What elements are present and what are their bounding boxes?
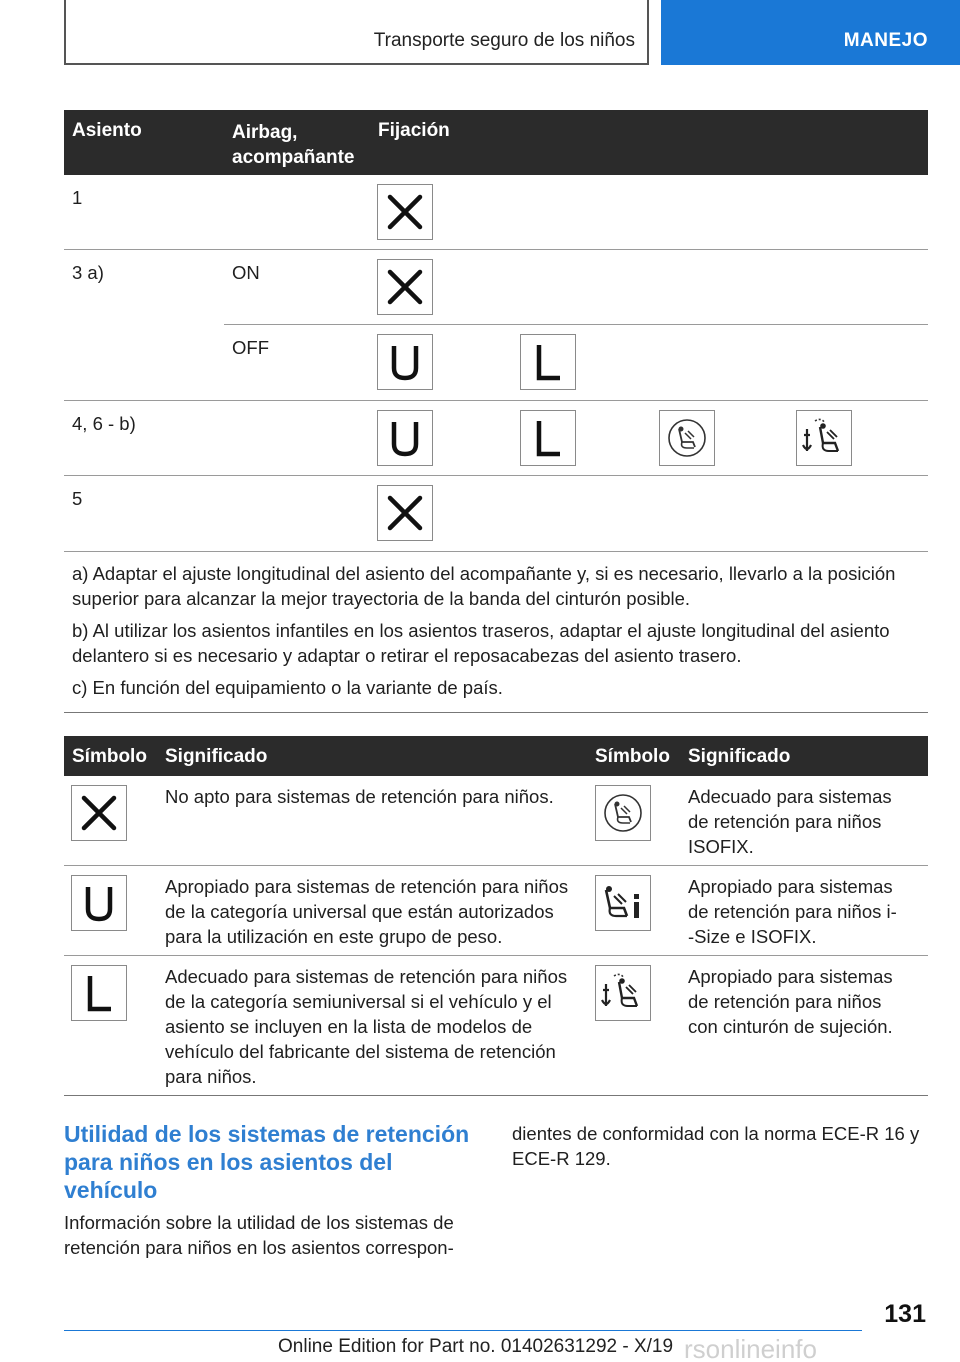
letter-l-icon bbox=[71, 965, 127, 1021]
airbag-state: OFF bbox=[232, 337, 269, 358]
i-size-seat-icon bbox=[595, 875, 651, 931]
footer-edition: Online Edition for Part no. 01402631292 - X/19 bbox=[278, 1336, 674, 1357]
header-asiento: Asiento bbox=[72, 120, 142, 141]
top-tether-seat-icon bbox=[796, 410, 852, 466]
footer-divider bbox=[64, 1330, 862, 1331]
meaning-text: No apto para sistemas de retención para niños. bbox=[165, 786, 554, 807]
table-row bbox=[64, 401, 928, 476]
seat-number: 4, 6 - b) bbox=[72, 413, 136, 434]
watermark-logo: rsonlineinfo bbox=[684, 1334, 817, 1362]
symbol-legend-table bbox=[64, 736, 928, 1096]
top-tether-seat-icon bbox=[595, 965, 651, 1021]
airbag-state: ON bbox=[232, 262, 260, 283]
note-a: a) Adaptar el ajuste longitudinal del asiento del acompañante y, si es necesario, llevarlo a la posición superior para alcanzar la mejor trayectoria de la banda del cinturón posible. bbox=[72, 563, 896, 609]
letter-l-icon bbox=[520, 410, 576, 466]
letter-u-icon bbox=[377, 334, 433, 390]
page-number: 131 bbox=[884, 1300, 926, 1328]
section-label: MANEJO bbox=[843, 30, 928, 51]
header-simbolo: Símbolo bbox=[72, 746, 147, 767]
seat-suitability-table bbox=[64, 110, 928, 713]
cross-icon bbox=[71, 785, 127, 841]
header-chapter-box bbox=[64, 0, 649, 65]
table-row bbox=[64, 776, 928, 866]
table-row bbox=[64, 325, 928, 401]
isofix-seat-icon bbox=[659, 410, 715, 466]
cross-icon bbox=[377, 259, 433, 315]
letter-l-icon bbox=[520, 334, 576, 390]
table-row bbox=[64, 956, 928, 1096]
table-header bbox=[64, 110, 928, 175]
meaning-text: Apropiado para sistemas de retención para niños de la categoría universal que están autorizados para la utilización en este grupo de peso. bbox=[165, 876, 569, 947]
cross-icon bbox=[377, 485, 433, 541]
table-row bbox=[72, 250, 928, 325]
table-row bbox=[64, 866, 928, 956]
section-paragraph-left: Información sobre la utilidad de los sistemas de retención para niños en los asientos correspon- bbox=[64, 1212, 454, 1258]
letter-u-icon bbox=[377, 410, 433, 466]
table-row bbox=[64, 476, 928, 552]
header-fijacion: Fijación bbox=[378, 120, 450, 141]
header-significado-2: Significado bbox=[688, 746, 791, 767]
seat-number: 5 bbox=[72, 488, 83, 509]
meaning-text: Apropiado para sistemas de retención para niños i-‑Size e ISOFIX. bbox=[688, 876, 897, 947]
table-row bbox=[64, 175, 928, 250]
letter-u-icon bbox=[71, 875, 127, 931]
header-section-tab[interactable] bbox=[661, 0, 960, 65]
section-paragraph-right: dientes de conformidad con la norma ECE-R 16 y ECE-R 129. bbox=[512, 1123, 920, 1169]
table-header bbox=[64, 736, 928, 776]
seat-number: 1 bbox=[72, 187, 83, 208]
isofix-seat-icon bbox=[595, 785, 651, 841]
meaning-text: Apropiado para sistemas de retención para niños con cinturón de sujeción. bbox=[688, 966, 893, 1037]
meaning-text: Adecuado para sistemas de retención para niños ISOFIX. bbox=[688, 786, 892, 857]
cross-icon bbox=[377, 184, 433, 240]
note-c: c) En función del equipamiento o la variante de país. bbox=[72, 677, 503, 698]
header-significado: Significado bbox=[165, 746, 268, 767]
header-simbolo-2: Símbolo bbox=[595, 746, 670, 767]
table-notes bbox=[64, 552, 928, 713]
seat-number: 3 a) bbox=[72, 262, 104, 283]
note-b: b) Al utilizar los asientos infantiles en los asientos traseros, adaptar el ajuste longitudinal del asiento delantero si es necesario y adaptar o retirar el reposacabezas del asiento trasero. bbox=[72, 620, 890, 666]
chapter-title: Transporte seguro de los niños bbox=[373, 30, 635, 51]
meaning-text: Adecuado para sistemas de retención para niños de la categoría semiuniversal si el vehículo y el asiento se incluyen en la lista de modelos de vehículo del fabricante del sistema de retención para niños. bbox=[165, 966, 568, 1087]
header-airbag: Airbag, acompañante bbox=[232, 122, 355, 168]
section-heading: Utilidad de los sistemas de retención para niños en los asientos del vehículo bbox=[64, 1121, 470, 1203]
